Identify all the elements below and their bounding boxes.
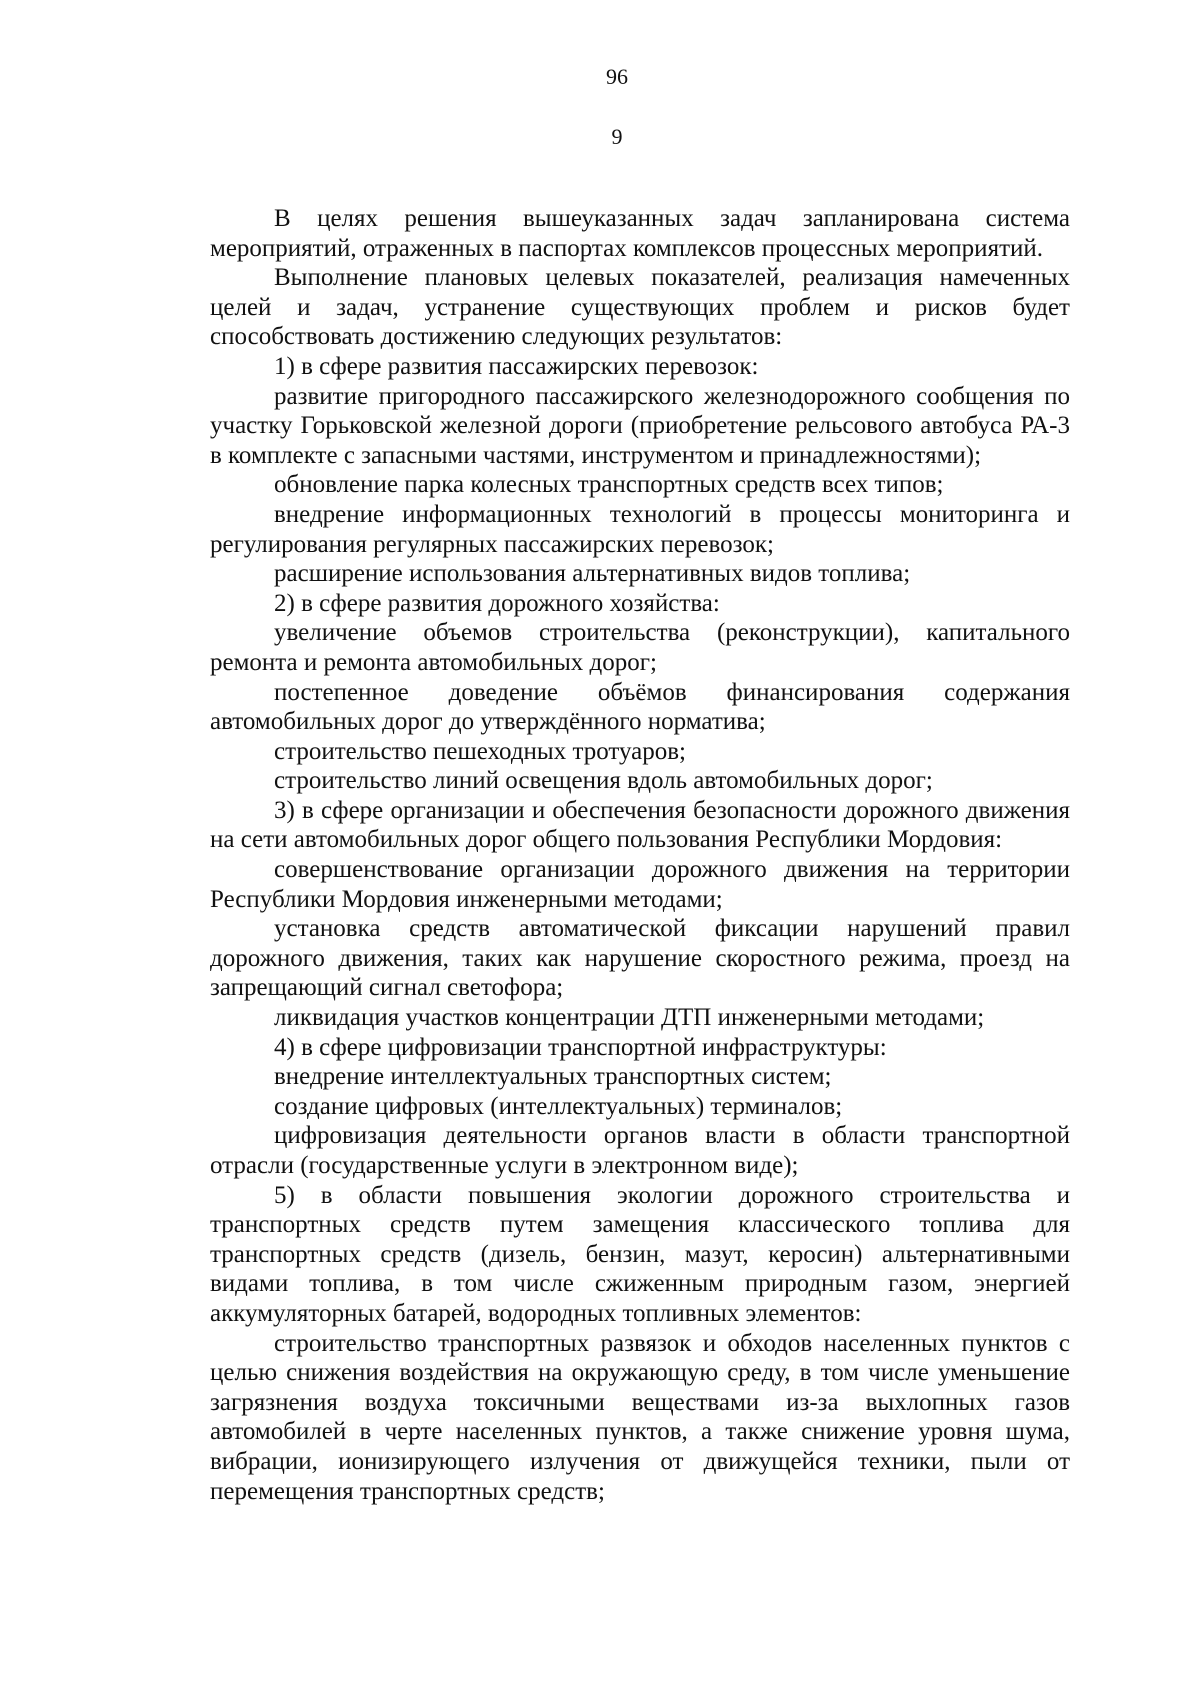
list-item: ликвидация участков концентрации ДТП инженерными методами; xyxy=(274,1004,985,1032)
list-item: 5) в области повышения экологии дорожного строительства и транспортных средств путем замещения классического топлива для транспортных средств (дизель, бензин, мазут, керосин) альтернативными видами топлива, в том числе сжиженным природным газом, энергией аккумуляторных батарей, водородных топливных элементов: xyxy=(210,1181,1070,1327)
list-item: установка средств автоматической фиксации нарушений правил дорожного движения, таких как нарушение скоростного режима, проезд на запрещающий сигнал светофора; xyxy=(210,915,1070,1002)
list-item: расширение использования альтернативных видов топлива; xyxy=(274,560,911,588)
paragraph: Выполнение плановых целевых показателей, реализация намеченных целей и задач, устранение существующих проблем и рисков будет способствовать достижению следующих результатов: xyxy=(210,264,1070,351)
outer-page-number: 96 xyxy=(606,64,628,89)
list-item: создание цифровых (интеллектуальных) терминалов; xyxy=(274,1092,843,1120)
list-item: совершенствование организации дорожного движения на территории Республики Мордовия инженерными методами; xyxy=(210,856,1070,913)
list-item: развитие пригородного пассажирского железнодорожного сообщения по участку Горьковской железной дороги (приобретение рельсового автобуса РА-3 в комплекте с запасными частями, инструментом и принадлежностями); xyxy=(210,382,1070,469)
list-item: 4) в сфере цифровизации транспортной инфраструктуры: xyxy=(274,1033,887,1061)
paragraph: В целях решения вышеуказанных задач запланирована система мероприятий, отраженных в паспортах комплексов процессных мероприятий. xyxy=(210,205,1070,262)
list-item: строительство транспортных развязок и обходов населенных пунктов с целью снижения воздействия на окружающую среду, в том числе уменьшение загрязнения воздуха токсичными веществами из-за выхлопных газов автомобилей в черте населенных пунктов, а также снижение уровня шума, вибрации, ионизирующего излучения от движущейся техники, пыли от перемещения транспортных средств; xyxy=(210,1329,1070,1505)
list-item: постепенное доведение объёмов финансирования содержания автомобильных дорог до утверждённого норматива; xyxy=(210,678,1070,736)
list-item: увеличение объемов строительства (реконструкции), капитального ремонта и ремонта автомобильных дорог; xyxy=(210,619,1070,676)
list-item: 3) в сфере организации и обеспечения безопасности дорожного движения на сети автомобильных дорог общего пользования Республики Мордовия: xyxy=(210,796,1070,854)
list-item: внедрение интеллектуальных транспортных систем; xyxy=(274,1063,832,1091)
document-body xyxy=(210,204,1070,1506)
list-item: 1) в сфере развития пассажирских перевозок: xyxy=(274,352,759,380)
list-item: 2) в сфере развития дорожного хозяйства: xyxy=(274,589,720,617)
list-item: внедрение информационных технологий в процессы мониторинга и регулирования регулярных пассажирских перевозок; xyxy=(210,500,1070,558)
list-item: обновление парка колесных транспортных средств всех типов; xyxy=(274,471,944,499)
inner-page-number: 9 xyxy=(611,124,623,149)
list-item: строительство линий освещения вдоль автомобильных дорог; xyxy=(274,767,933,795)
list-item: цифровизация деятельности органов власти в области транспортной отрасли (государственные услуги в электронном виде); xyxy=(210,1122,1070,1179)
list-item: строительство пешеходных тротуаров; xyxy=(274,737,686,765)
